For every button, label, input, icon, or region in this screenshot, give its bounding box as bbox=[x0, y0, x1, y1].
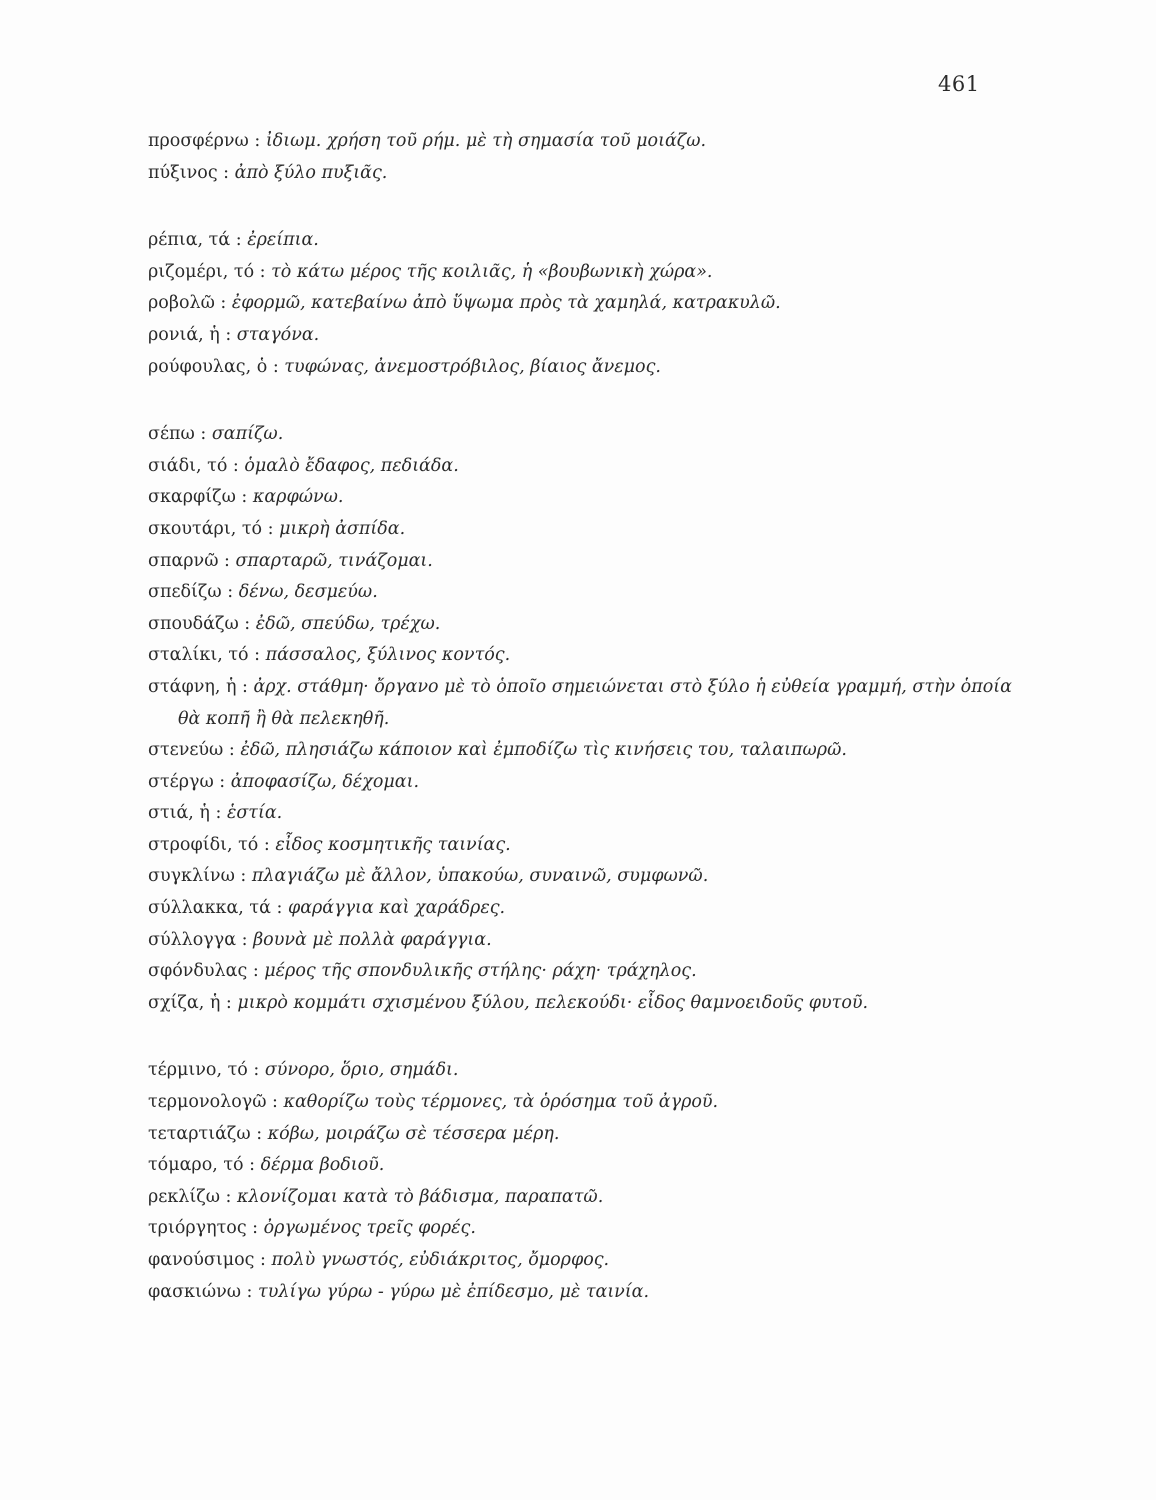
entry-headword: στιά, ἡ : bbox=[148, 803, 227, 824]
entry-definition: σαπίζω. bbox=[211, 424, 284, 445]
glossary-entry bbox=[148, 577, 1028, 609]
entry-headword: τεταρτιάζω : bbox=[148, 1123, 268, 1144]
entry-headword: τέρμινο, τό : bbox=[148, 1060, 265, 1081]
glossary-entry bbox=[148, 925, 1028, 957]
entry-headword: τριόργητος : bbox=[148, 1218, 264, 1239]
glossary-entry bbox=[148, 893, 1028, 925]
entry-headword: σχίζα, ἡ : bbox=[148, 992, 238, 1013]
entry-headword: τερμονολογῶ : bbox=[148, 1092, 284, 1113]
page-number: 461 bbox=[938, 72, 980, 96]
glossary-entry bbox=[148, 126, 1028, 158]
entry-headword: στέργω : bbox=[148, 771, 231, 792]
entry-headword: σπεδίζω : bbox=[148, 582, 239, 603]
glossary-entry bbox=[148, 1182, 1028, 1214]
glossary-entry bbox=[148, 514, 1028, 546]
entry-headword: σιάδι, τό : bbox=[148, 455, 245, 476]
entry-headword: ριζομέρι, τό : bbox=[148, 261, 272, 282]
glossary-entry bbox=[148, 956, 1028, 988]
entry-headword: σκουτάρι, τό : bbox=[148, 518, 280, 539]
glossary-entry bbox=[148, 609, 1028, 641]
entry-definition: βουνὰ μὲ πολλὰ φαράγγια. bbox=[253, 929, 492, 950]
glossary-entry bbox=[148, 320, 1028, 352]
entry-headword: προσφέρνω : bbox=[148, 131, 266, 151]
entry-definition: ἀρχ. στάθμη· ὄργανο μὲ τὸ ὁποῖο σημειώνεται στὸ ξύλο ἡ εὐθεία γραμμή, στὴν ὁποία θὰ κοπῆ ἢ θὰ πελεκηθῆ. bbox=[178, 676, 1012, 729]
glossary-entry bbox=[148, 1245, 1028, 1277]
entry-headword: φασκιώνω : bbox=[148, 1281, 259, 1302]
entry-definition: πάσσαλος, ξύλινος κοντός. bbox=[265, 645, 511, 666]
glossary-entry bbox=[148, 988, 1028, 1020]
entry-headword: σπουδάζω : bbox=[148, 613, 256, 634]
entry-headword: φανούσιμος : bbox=[148, 1250, 272, 1270]
entry-definition: ἐρείπια. bbox=[247, 230, 319, 251]
glossary-entry bbox=[148, 288, 1028, 320]
glossary-entry bbox=[148, 1213, 1028, 1245]
entry-definition: ἰδιωμ. χρήση τοῦ ρήμ. μὲ τὴ σημασία τοῦ μοιάζω. bbox=[265, 131, 707, 151]
glossary-entry bbox=[148, 546, 1028, 578]
entry-definition: ἐφορμῶ, κατεβαίνω ἀπὸ ὕψωμα πρὸς τὰ χαμηλά, κατρακυλῶ. bbox=[231, 293, 781, 314]
entry-definition: ἑστία. bbox=[226, 803, 283, 824]
entry-headword: στενεύω : bbox=[148, 740, 241, 761]
glossary-entry bbox=[148, 225, 1028, 257]
glossary-entry bbox=[148, 1055, 1028, 1087]
glossary-section bbox=[148, 1055, 1028, 1308]
entry-definition: καθορίζω τοὺς τέρμονες, τὰ ὁρόσημα τοῦ ἀγροῦ. bbox=[283, 1092, 719, 1113]
entry-headword: σπαρνῶ : bbox=[148, 550, 236, 571]
entry-headword: σταλίκι, τό : bbox=[148, 645, 266, 666]
glossary-entry bbox=[148, 735, 1028, 767]
entry-headword: σύλλογγα : bbox=[148, 929, 254, 950]
glossary-entry bbox=[148, 257, 1028, 289]
entry-definition: ἀπὸ ξύλο πυξιᾶς. bbox=[234, 162, 388, 183]
entry-definition: ἐδῶ, πλησιάζω κάποιον καὶ ἐμποδίζω τὶς κινήσεις του, ταλαιπωρῶ. bbox=[240, 740, 847, 761]
entry-definition: φαράγγια καὶ χαράδρες. bbox=[287, 898, 506, 919]
glossary-entry bbox=[148, 1087, 1028, 1119]
glossary-entry bbox=[148, 1119, 1028, 1151]
entry-headword: στάφνη, ἡ : bbox=[148, 676, 254, 697]
glossary-entry bbox=[148, 1277, 1028, 1309]
entry-definition: πλαγιάζω μὲ ἄλλον, ὑπακούω, συναινῶ, συμφωνῶ. bbox=[251, 866, 709, 887]
entry-definition: μικρὸ κομμάτι σχισμένου ξύλου, πελεκούδι· εἶδος θαμνοειδοῦς φυτοῦ. bbox=[237, 992, 869, 1013]
entry-definition: ὀργωμένος τρεῖς φορές. bbox=[263, 1218, 476, 1239]
entry-headword: ροβολῶ : bbox=[148, 293, 232, 314]
glossary-entry bbox=[148, 1150, 1028, 1182]
entry-definition: σύνορο, ὅριο, σημάδι. bbox=[264, 1060, 459, 1081]
entry-headword: πύξινος : bbox=[148, 162, 235, 183]
glossary-entry bbox=[148, 798, 1028, 830]
glossary-entry bbox=[148, 352, 1028, 384]
glossary bbox=[148, 126, 1028, 1344]
glossary-entry bbox=[148, 767, 1028, 799]
entry-definition: μέρος τῆς σπονδυλικῆς στήλης· ράχη· τράχηλος. bbox=[264, 961, 697, 982]
entry-headword: ρονιά, ἡ : bbox=[148, 324, 237, 345]
entry-definition: κλονίζομαι κατὰ τὸ βάδισμα, παραπατῶ. bbox=[237, 1186, 604, 1207]
glossary-entry bbox=[148, 672, 1028, 735]
entry-definition: καρφώνω. bbox=[252, 487, 344, 508]
entry-definition: σπαρταρῶ, τινάζομαι. bbox=[235, 550, 433, 571]
entry-definition: τυφώνας, ἀνεμοστρόβιλος, βίαιος ἄνεμος. bbox=[284, 356, 661, 377]
entry-definition: ὁμαλὸ ἔδαφος, πεδιάδα. bbox=[244, 455, 459, 476]
entry-headword: ρέπια, τά : bbox=[148, 230, 248, 251]
glossary-entry bbox=[148, 640, 1028, 672]
entry-headword: σύλλακκα, τά : bbox=[148, 898, 288, 919]
entry-headword: ρεκλίζω : bbox=[148, 1186, 238, 1207]
entry-definition: δέρμα βοδιοῦ. bbox=[260, 1155, 385, 1176]
glossary-entry bbox=[148, 861, 1028, 893]
glossary-entry bbox=[148, 451, 1028, 483]
entry-headword: σκαρφίζω : bbox=[148, 487, 253, 508]
glossary-section bbox=[148, 225, 1028, 383]
entry-definition: δένω, δεσμεύω. bbox=[238, 582, 378, 603]
entry-definition: ἐδῶ, σπεύδω, τρέχω. bbox=[255, 613, 441, 634]
glossary-section bbox=[148, 419, 1028, 1019]
entry-definition: τὸ κάτω μέρος τῆς κοιλιᾶς, ἡ «βουβωνικὴ χώρα». bbox=[271, 261, 713, 282]
entry-definition: μικρὴ ἀσπίδα. bbox=[279, 518, 406, 539]
entry-headword: σφόνδυλας : bbox=[148, 961, 265, 982]
entry-headword: συγκλίνω : bbox=[148, 866, 252, 887]
entry-definition: εἶδος κοσμητικῆς ταινίας. bbox=[275, 834, 511, 855]
entry-definition: σταγόνα. bbox=[236, 324, 320, 345]
entry-definition: πολὺ γνωστός, εὐδιάκριτος, ὄμορφος. bbox=[271, 1250, 610, 1270]
entry-headword: ρούφουλας, ὁ : bbox=[148, 356, 285, 377]
glossary-entry bbox=[148, 830, 1028, 862]
glossary-section bbox=[148, 126, 1028, 189]
glossary-entry bbox=[148, 419, 1028, 451]
entry-definition: τυλίγω γύρω - γύρω μὲ ἐπίδεσμο, μὲ ταινία. bbox=[258, 1281, 650, 1302]
glossary-entry bbox=[148, 158, 1028, 190]
entry-headword: στροφίδι, τό : bbox=[148, 834, 276, 855]
entry-headword: τόμαρο, τό : bbox=[148, 1155, 261, 1176]
entry-definition: κόβω, μοιράζω σὲ τέσσερα μέρη. bbox=[267, 1123, 560, 1144]
glossary-entry bbox=[148, 482, 1028, 514]
entry-headword: σέπω : bbox=[148, 424, 212, 445]
entry-definition: ἀποφασίζω, δέχομαι. bbox=[230, 771, 420, 792]
